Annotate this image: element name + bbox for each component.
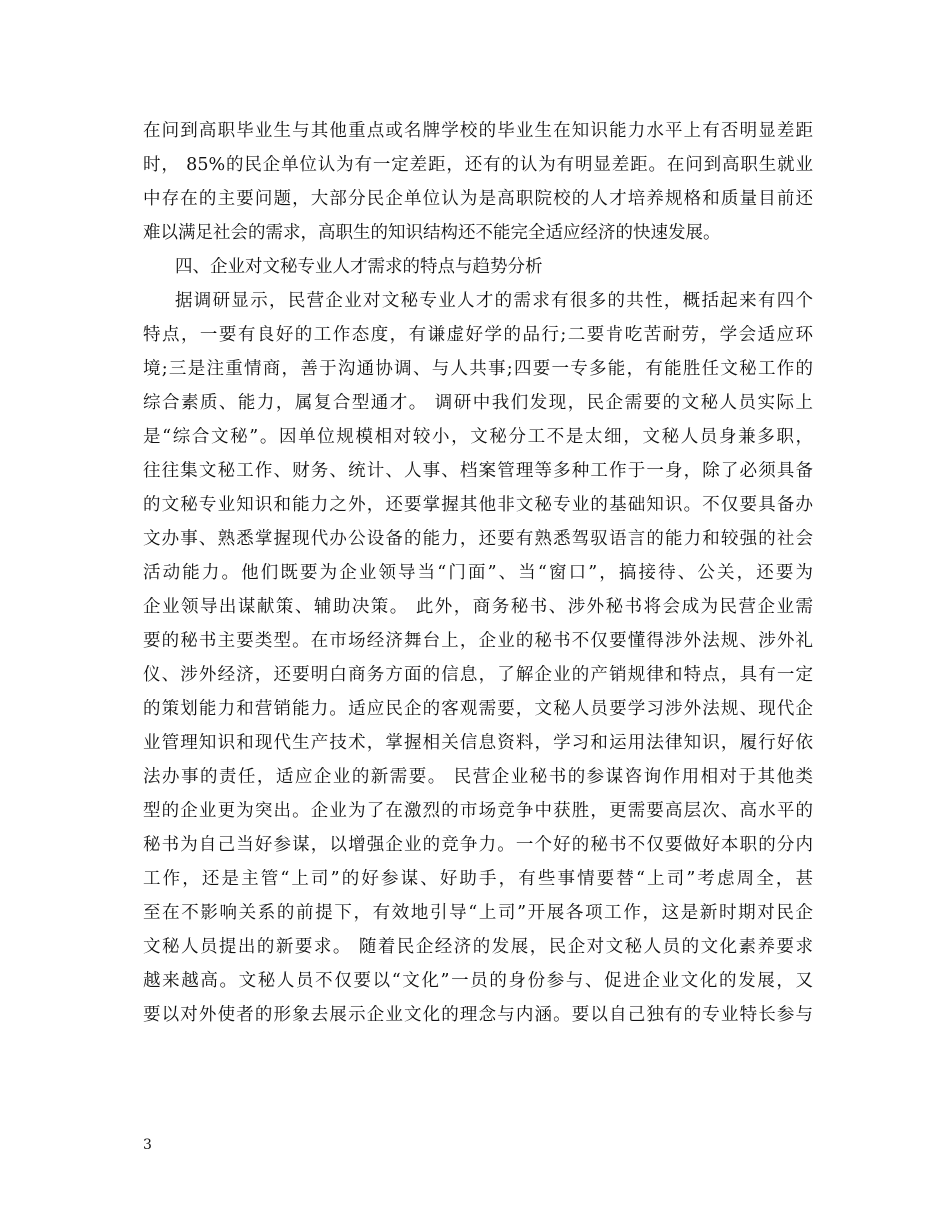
body-text-line: 时， 85%的民企单位认为有一定差距，还有的认为有明显差距。在问到高职生就业 [143, 155, 813, 175]
body-text-line: 在问到高职毕业生与其他重点或名牌学校的毕业生在知识能力水平上有否明显差距 [143, 121, 813, 141]
page-number: 3 [143, 1137, 152, 1153]
body-text-line: 法办事的责任，适应企业的新需要。 民营企业秘书的参谋咨询作用相对于其他类 [143, 767, 813, 787]
body-text-line: 至在不影响关系的前提下，有效地引导“上司”开展各项工作，这是新时期对民企 [143, 903, 813, 923]
body-text-line: 是“综合文秘”。因单位规模相对较小，文秘分工不是太细，文秘人员身兼多职， [143, 427, 813, 447]
body-text-line: 文秘人员提出的新要求。 随着民企经济的发展，民企对文秘人员的文化素养要求 [143, 937, 813, 957]
body-text-line: 型的企业更为突出。企业为了在激烈的市场竞争中获胜，更需要高层次、高水平的 [143, 801, 813, 821]
body-text-line: 境;三是注重情商，善于沟通协调、与人共事;四要一专多能，有能胜任文秘工作的 [143, 359, 813, 379]
body-text-line: 往往集文秘工作、财务、统计、人事、档案管理等多种工作于一身，除了必须具备 [143, 461, 813, 481]
body-text-line: 秘书为自己当好参谋，以增强企业的竞争力。一个好的秘书不仅要做好本职的分内 [143, 835, 813, 855]
body-text-line: 难以满足社会的需求，高职生的知识结构还不能完全适应经济的快速发展。 [143, 223, 721, 243]
body-text-line: 仪、涉外经济，还要明白商务方面的信息，了解企业的产销规律和特点，具有一定 [143, 665, 813, 685]
body-text-line: 中存在的主要问题，大部分民企单位认为是高职院校的人才培养规格和质量目前还 [143, 189, 813, 209]
body-text-line: 企业领导出谋献策、辅助决策。 此外，商务秘书、涉外秘书将会成为民营企业需 [143, 597, 813, 617]
body-text-line: 据调研显示，民营企业对文秘专业人才的需求有很多的共性，概括起来有四个 [175, 291, 813, 311]
body-text-line: 业管理知识和现代生产技术，掌握相关信息资料，学习和运用法律知识，履行好依 [143, 733, 813, 753]
body-text-line: 要以对外使者的形象去展示企业文化的理念与内涵。要以自己独有的专业特长参与 [143, 1005, 813, 1025]
body-text-line: 综合素质、能力，属复合型通才。 调研中我们发现，民企需要的文秘人员实际上 [143, 393, 813, 413]
body-text-line: 的策划能力和营销能力。适应民企的客观需要，文秘人员要学习涉外法规、现代企 [143, 699, 813, 719]
body-text-line: 要的秘书主要类型。在市场经济舞台上，企业的秘书不仅要懂得涉外法规、涉外礼 [143, 631, 813, 651]
body-text-line: 文办事、熟悉掌握现代办公设备的能力，还要有熟悉驾驭语言的能力和较强的社会 [143, 529, 813, 549]
body-text-line: 工作，还是主管“上司”的好参谋、好助手，有些事情要替“上司”考虑周全，甚 [143, 869, 813, 889]
body-text-line: 活动能力。他们既要为企业领导当“门面”、当“窗口”，搞接待、公关，还要为 [143, 563, 813, 583]
body-text-line: 的文秘专业知识和能力之外，还要掌握其他非文秘专业的基础知识。不仅要具备办 [143, 495, 813, 515]
section-heading: 四、企业对文秘专业人才需求的特点与趋势分析 [175, 257, 543, 277]
body-text-line: 特点，一要有良好的工作态度，有谦虚好学的品行;二要肯吃苦耐劳，学会适应环 [143, 325, 813, 345]
body-text-line: 越来越高。文秘人员不仅要以“文化”一员的身份参与、促进企业文化的发展，又 [143, 971, 813, 991]
